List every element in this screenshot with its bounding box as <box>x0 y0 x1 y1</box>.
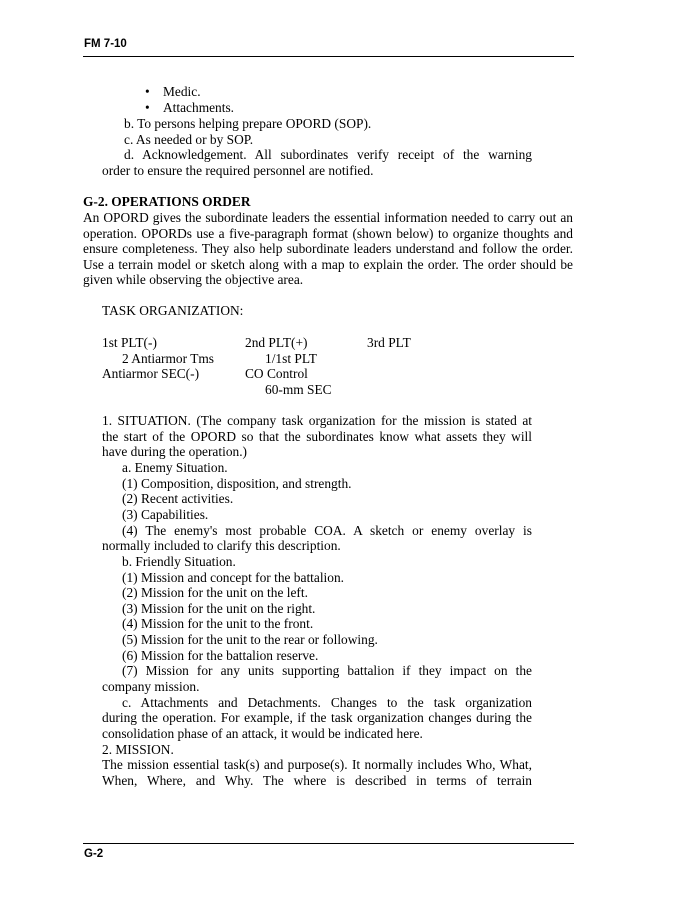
subsection-heading: 2. MISSION. <box>102 742 174 757</box>
list-item: (2) Recent activities. <box>122 491 234 506</box>
paragraph-line: ensure completeness. They also help subordinate leaders understand and follow the order. <box>83 241 573 256</box>
list-item: Medic. <box>163 84 201 99</box>
paragraph-line: the start of the OPORD so that the subordinates know what assets they will <box>102 429 532 444</box>
list-item: c. As needed or by SOP. <box>124 132 254 147</box>
page-number: G-2 <box>84 848 104 860</box>
list-item: (4) The enemy's most probable COA. A sketch or enemy overlay is <box>122 523 532 538</box>
list-item: (2) Mission for the unit on the left. <box>122 585 308 600</box>
task-org-title: TASK ORGANIZATION: <box>102 303 244 318</box>
list-item: (4) Mission for the unit to the front. <box>122 616 314 631</box>
paragraph-line: An OPORD gives the subordinate leaders the essential information needed to carry out an <box>83 210 573 225</box>
task-org-entry: 2nd PLT(+) <box>245 335 308 350</box>
paragraph-line: The mission essential task(s) and purpose(s). It normally includes Who, What, <box>102 757 532 772</box>
task-org-entry: 1st PLT(-) <box>102 335 157 350</box>
paragraph-line: Use a terrain model or sketch along with a map to explain the order. The order should be <box>83 257 573 272</box>
list-item-continuation: order to ensure the required personnel are notified. <box>102 163 374 178</box>
list-item: (5) Mission for the unit to the rear or following. <box>122 632 378 647</box>
header-rule <box>83 56 574 57</box>
list-item: (1) Mission and concept for the battalion. <box>122 570 345 585</box>
paragraph-line: c. Attachments and Detachments. Changes to the task organization <box>122 695 532 710</box>
list-item: (1) Composition, disposition, and strength. <box>122 476 352 491</box>
list-item-continuation: company mission. <box>102 679 200 694</box>
task-org-entry: 60-mm SEC <box>265 382 332 397</box>
running-header: FM 7-10 <box>84 38 127 50</box>
paragraph-line: When, Where, and Why. The where is described in terms of terrain <box>102 773 532 788</box>
task-org-entry: 2 Antiarmor Tms <box>122 351 214 366</box>
paragraph-line: have during the operation.) <box>102 444 248 459</box>
list-item: (7) Mission for any units supporting battalion if they impact on the <box>122 663 532 678</box>
list-item: (3) Mission for the unit on the right. <box>122 601 316 616</box>
subsection-heading: b. Friendly Situation. <box>122 554 236 569</box>
subsection-heading: a. Enemy Situation. <box>122 460 228 475</box>
paragraph-line: consolidation phase of an attack, it would be indicated here. <box>102 726 423 741</box>
bullet-dot: • <box>145 84 150 99</box>
paragraph-line: during the operation. For example, if the task organization changes during the <box>102 710 532 725</box>
list-item: (6) Mission for the battalion reserve. <box>122 648 319 663</box>
list-item-continuation: normally included to clarify this description. <box>102 538 341 553</box>
list-item: Attachments. <box>163 100 235 115</box>
task-org-entry: 3rd PLT <box>367 335 411 350</box>
task-org-entry: CO Control <box>245 366 308 381</box>
list-item: d. Acknowledgement. All subordinates verify receipt of the warning <box>124 147 532 162</box>
task-org-entry: Antiarmor SEC(-) <box>102 366 200 381</box>
footer-rule <box>83 843 574 844</box>
section-heading: G-2. OPERATIONS ORDER <box>83 194 251 209</box>
list-item: (3) Capabilities. <box>122 507 209 522</box>
paragraph-line: given while observing the objective area. <box>83 272 304 287</box>
list-item: b. To persons helping prepare OPORD (SOP). <box>124 116 372 131</box>
bullet-dot: • <box>145 100 150 115</box>
paragraph-line: operation. OPORDs use a five-paragraph format (shown below) to organize thoughts and <box>83 226 573 241</box>
paragraph-line: 1. SITUATION. (The company task organization for the mission is stated at <box>102 413 532 428</box>
task-org-entry: 1/1st PLT <box>265 351 317 366</box>
